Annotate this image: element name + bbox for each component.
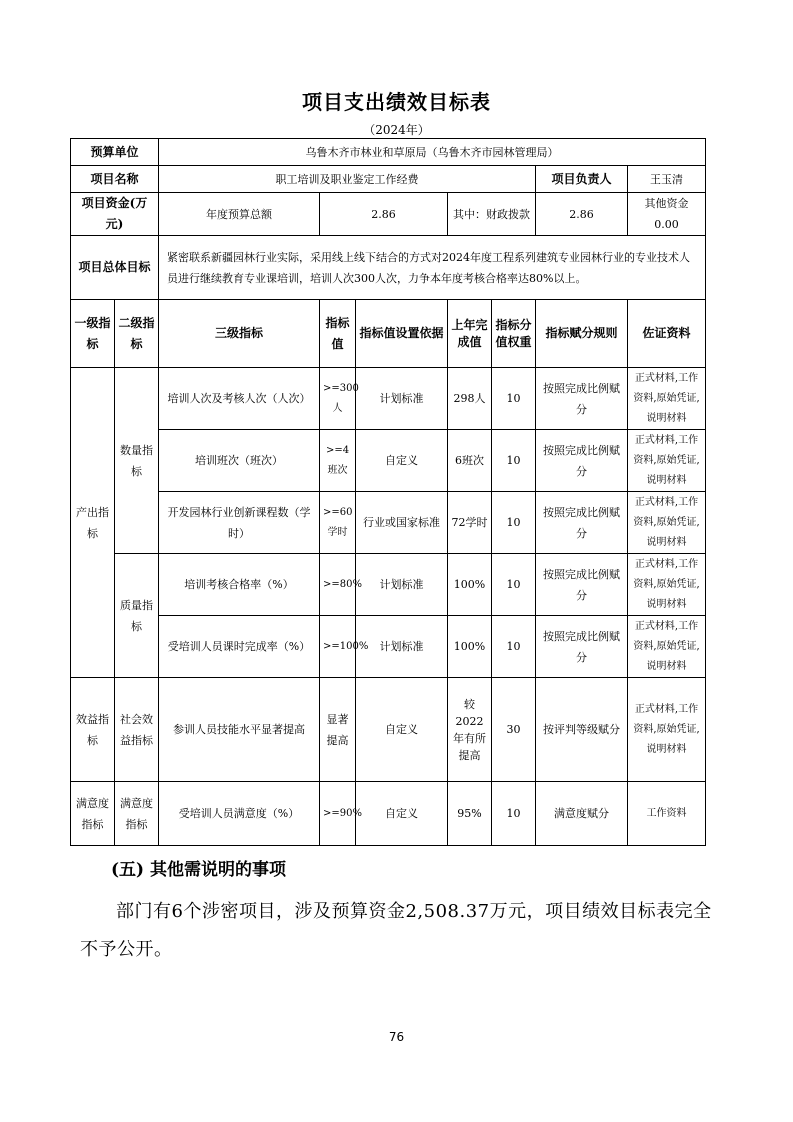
row-weight: 10 bbox=[492, 782, 536, 846]
row-value: 显著提高 bbox=[320, 678, 356, 782]
row-basis: 行业或国家标准 bbox=[356, 492, 448, 554]
row-name: 受培训人员满意度（%） bbox=[159, 782, 320, 846]
group-benefit: 效益指标 bbox=[71, 678, 115, 782]
col-level1: 一级指标 bbox=[71, 300, 115, 368]
fiscal-value: 2.86 bbox=[536, 193, 628, 236]
row-evidence: 工作资料 bbox=[628, 782, 706, 846]
row-last: 100% bbox=[448, 554, 492, 616]
row-weight: 10 bbox=[492, 368, 536, 430]
table-row bbox=[71, 368, 706, 430]
col-value: 指标值 bbox=[320, 300, 356, 368]
row-evidence: 正式材料,工作资料,原始凭证,说明材料 bbox=[628, 554, 706, 616]
overall-goal-row bbox=[71, 236, 706, 300]
row-last: 298人 bbox=[448, 368, 492, 430]
budget-unit-label: 预算单位 bbox=[71, 139, 159, 166]
row-basis: 自定义 bbox=[356, 782, 448, 846]
row-basis: 计划标准 bbox=[356, 368, 448, 430]
row-evidence: 正式材料,工作资料,原始凭证,说明材料 bbox=[628, 678, 706, 782]
col-level3: 三级指标 bbox=[159, 300, 320, 368]
table-row bbox=[71, 678, 706, 782]
table-year: （2024年） bbox=[363, 123, 430, 137]
row-rule: 按照完成比例赋分 bbox=[536, 368, 628, 430]
row-basis: 计划标准 bbox=[356, 616, 448, 678]
body-paragraph: 部门有6个涉密项目，涉及预算资金2,508.37万元，项目绩效目标表完全不予公开。 bbox=[80, 901, 712, 960]
funds-label: 项目资金(万元) bbox=[71, 193, 159, 236]
overall-goal-value: 紧密联系新疆园林行业实际，采用线上线下结合的方式对2024年度工程系列建筑专业园林行业的专业技术人员进行继续教育专业课培训，培训人次300人次，力争本年度考核合格率达80%以上。 bbox=[159, 236, 706, 300]
section-title: (五) 其他需说明的事项 bbox=[111, 860, 287, 880]
row-last: 100% bbox=[448, 616, 492, 678]
table-row bbox=[71, 492, 706, 554]
page-number: 76 bbox=[388, 1030, 405, 1044]
row-value: >=100% bbox=[320, 616, 356, 678]
row-weight: 10 bbox=[492, 554, 536, 616]
performance-table bbox=[70, 138, 706, 846]
column-header-row bbox=[71, 300, 706, 368]
col-level2: 二级指标 bbox=[115, 300, 159, 368]
group-social: 社会效益指标 bbox=[115, 678, 159, 782]
row-weight: 30 bbox=[492, 678, 536, 782]
col-weight: 指标分值权重 bbox=[492, 300, 536, 368]
row-name: 培训人次及考核人次（人次） bbox=[159, 368, 320, 430]
row-rule: 按照完成比例赋分 bbox=[536, 616, 628, 678]
row-weight: 10 bbox=[492, 616, 536, 678]
row-rule: 满意度赋分 bbox=[536, 782, 628, 846]
project-name-value: 职工培训及职业鉴定工作经费 bbox=[159, 166, 536, 193]
row-evidence: 正式材料,工作资料,原始凭证,说明材料 bbox=[628, 430, 706, 492]
budget-unit-value: 乌鲁木齐市林业和草原局（乌鲁木齐市园林管理局） bbox=[159, 139, 706, 166]
overall-goal-label: 项目总体目标 bbox=[71, 236, 159, 300]
table-row bbox=[71, 554, 706, 616]
row-evidence: 正式材料,工作资料,原始凭证,说明材料 bbox=[628, 616, 706, 678]
project-name-row bbox=[71, 166, 706, 193]
col-basis: 指标值设置依据 bbox=[356, 300, 448, 368]
row-name: 参训人员技能水平显著提高 bbox=[159, 678, 320, 782]
other-label: 其他资金 bbox=[644, 197, 689, 210]
row-last: 较2022年有所提高 bbox=[448, 678, 492, 782]
col-evidence: 佐证资料 bbox=[628, 300, 706, 368]
group-quantity: 数量指标 bbox=[115, 368, 159, 554]
col-rule: 指标赋分规则 bbox=[536, 300, 628, 368]
row-last: 72学时 bbox=[448, 492, 492, 554]
group-satisfaction: 满意度指标 bbox=[71, 782, 115, 846]
row-rule: 按照完成比例赋分 bbox=[536, 554, 628, 616]
funds-row bbox=[71, 193, 706, 236]
annual-budget-label: 年度预算总额 bbox=[159, 193, 320, 236]
budget-unit-row bbox=[71, 139, 706, 166]
group-satisfaction2: 满意度指标 bbox=[115, 782, 159, 846]
row-name: 培训考核合格率（%） bbox=[159, 554, 320, 616]
group-output: 产出指标 bbox=[71, 368, 115, 678]
row-rule: 按照完成比例赋分 bbox=[536, 492, 628, 554]
page-title: 项目支出绩效目标表 bbox=[302, 90, 491, 114]
row-evidence: 正式材料,工作资料,原始凭证,说明材料 bbox=[628, 368, 706, 430]
row-last: 95% bbox=[448, 782, 492, 846]
row-value: >=80% bbox=[320, 554, 356, 616]
annual-budget-value: 2.86 bbox=[320, 193, 448, 236]
row-basis: 自定义 bbox=[356, 678, 448, 782]
row-value: >=60学时 bbox=[320, 492, 356, 554]
row-rule: 按评判等级赋分 bbox=[536, 678, 628, 782]
table-row bbox=[71, 782, 706, 846]
row-name: 受培训人员课时完成率（%） bbox=[159, 616, 320, 678]
row-weight: 10 bbox=[492, 430, 536, 492]
row-name: 开发园林行业创新课程数（学时） bbox=[159, 492, 320, 554]
owner-value: 王玉清 bbox=[628, 166, 706, 193]
group-quality: 质量指标 bbox=[115, 554, 159, 678]
row-value: >=90% bbox=[320, 782, 356, 846]
other-amount: 0.00 bbox=[654, 218, 679, 231]
table-row bbox=[71, 430, 706, 492]
table-row bbox=[71, 616, 706, 678]
row-evidence: 正式材料,工作资料,原始凭证,说明材料 bbox=[628, 492, 706, 554]
project-name-label: 项目名称 bbox=[71, 166, 159, 193]
row-last: 6班次 bbox=[448, 430, 492, 492]
row-weight: 10 bbox=[492, 492, 536, 554]
row-basis: 自定义 bbox=[356, 430, 448, 492]
row-basis: 计划标准 bbox=[356, 554, 448, 616]
owner-label: 项目负责人 bbox=[536, 166, 628, 193]
row-rule: 按照完成比例赋分 bbox=[536, 430, 628, 492]
other-value bbox=[628, 193, 706, 236]
col-last-year: 上年完成值 bbox=[448, 300, 492, 368]
row-value: >=300人 bbox=[320, 368, 356, 430]
row-value: >=4班次 bbox=[320, 430, 356, 492]
row-name: 培训班次（班次） bbox=[159, 430, 320, 492]
fiscal-label: 其中：财政拨款 bbox=[448, 193, 536, 236]
